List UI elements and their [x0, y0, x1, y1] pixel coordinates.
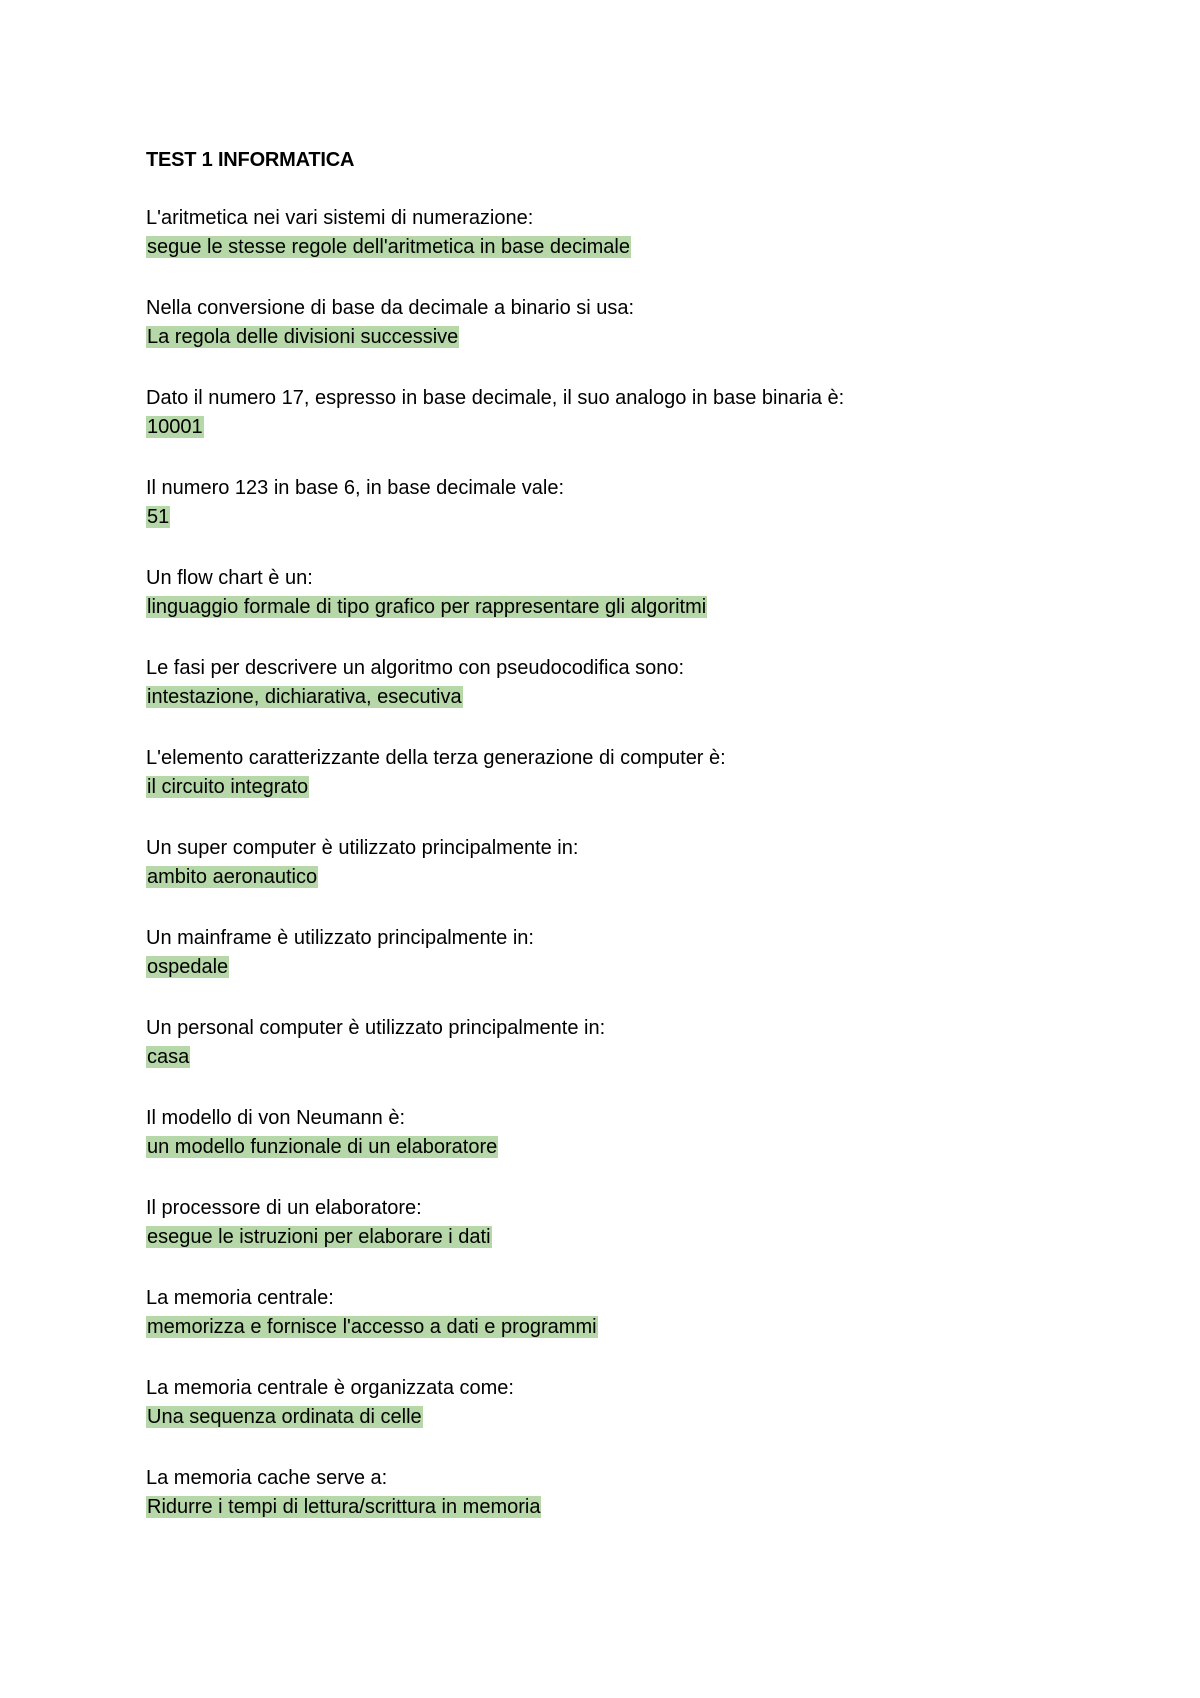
answer-line — [146, 1043, 1126, 1073]
answer-line — [146, 773, 1126, 803]
answer-line — [146, 1223, 1126, 1253]
qa-item — [146, 833, 1126, 893]
qa-item — [146, 383, 1126, 443]
qa-item — [146, 923, 1126, 983]
qa-item — [146, 473, 1126, 533]
highlighted-answer: il circuito integrato — [147, 776, 309, 798]
qa-item — [146, 1013, 1126, 1073]
answer-line — [146, 323, 1126, 353]
answer-line — [146, 233, 1126, 263]
question-text: Un flow chart è un: — [146, 567, 313, 589]
question-text: Nella conversione di base da decimale a binario si usa: — [146, 297, 635, 319]
highlighted-answer: casa — [147, 1046, 190, 1068]
highlighted-answer: intestazione, dichiarativa, esecutiva — [147, 686, 462, 708]
question-text: La memoria cache serve a: — [146, 1467, 388, 1489]
answer-line — [146, 863, 1126, 893]
qa-item — [146, 1103, 1126, 1163]
qa-item — [146, 293, 1126, 353]
highlighted-answer: Ridurre i tempi di lettura/scrittura in memoria — [147, 1496, 541, 1518]
highlighted-answer: La regola delle divisioni successive — [147, 326, 459, 348]
question-text: Le fasi per descrivere un algoritmo con pseudocodifica sono: — [146, 657, 685, 679]
document-title: TEST 1 INFORMATICA — [146, 149, 355, 171]
answer-line — [146, 503, 1126, 533]
highlighted-answer: un modello funzionale di un elaboratore — [147, 1136, 498, 1158]
qa-item — [146, 203, 1126, 263]
highlighted-answer: 51 — [147, 506, 170, 528]
qa-item — [146, 1283, 1126, 1343]
answer-line — [146, 1133, 1126, 1163]
highlighted-answer: Una sequenza ordinata di celle — [147, 1406, 422, 1428]
answer-line — [146, 683, 1126, 713]
question-text: La memoria centrale è organizzata come: — [146, 1377, 514, 1399]
highlighted-answer: esegue le istruzioni per elaborare i dati — [147, 1226, 491, 1248]
answer-line — [146, 1313, 1126, 1343]
answer-line — [146, 413, 1126, 443]
answer-line — [146, 593, 1126, 623]
question-text: Il modello di von Neumann è: — [146, 1107, 406, 1129]
question-text: La memoria centrale: — [146, 1287, 334, 1309]
answer-line — [146, 953, 1126, 983]
qa-item — [146, 653, 1126, 713]
question-text: L'aritmetica nei vari sistemi di numerazione: — [146, 207, 534, 229]
question-text: Un super computer è utilizzato principalmente in: — [146, 837, 579, 859]
qa-item — [146, 1193, 1126, 1253]
highlighted-answer: segue le stesse regole dell'aritmetica in base decimale — [147, 236, 630, 258]
highlighted-answer: 10001 — [147, 416, 203, 438]
question-text: Il numero 123 in base 6, in base decimale vale: — [146, 477, 565, 499]
highlighted-answer: linguaggio formale di tipo grafico per rappresentare gli algoritmi — [147, 596, 707, 618]
document-content — [146, 145, 1126, 1553]
highlighted-answer: ospedale — [147, 956, 229, 978]
question-text: Dato il numero 17, espresso in base decimale, il suo analogo in base binaria è: — [146, 387, 845, 409]
highlighted-answer: ambito aeronautico — [147, 866, 318, 888]
qa-item — [146, 1463, 1126, 1523]
qa-item — [146, 1373, 1126, 1433]
question-text: Un mainframe è utilizzato principalmente in: — [146, 927, 534, 949]
highlighted-answer: memorizza e fornisce l'accesso a dati e programmi — [147, 1316, 597, 1338]
question-text: Il processore di un elaboratore: — [146, 1197, 422, 1219]
question-text: Un personal computer è utilizzato principalmente in: — [146, 1017, 606, 1039]
qa-item — [146, 563, 1126, 623]
answer-line — [146, 1403, 1126, 1433]
answer-line — [146, 1493, 1126, 1523]
qa-item — [146, 743, 1126, 803]
question-text: L'elemento caratterizzante della terza generazione di computer è: — [146, 747, 726, 769]
